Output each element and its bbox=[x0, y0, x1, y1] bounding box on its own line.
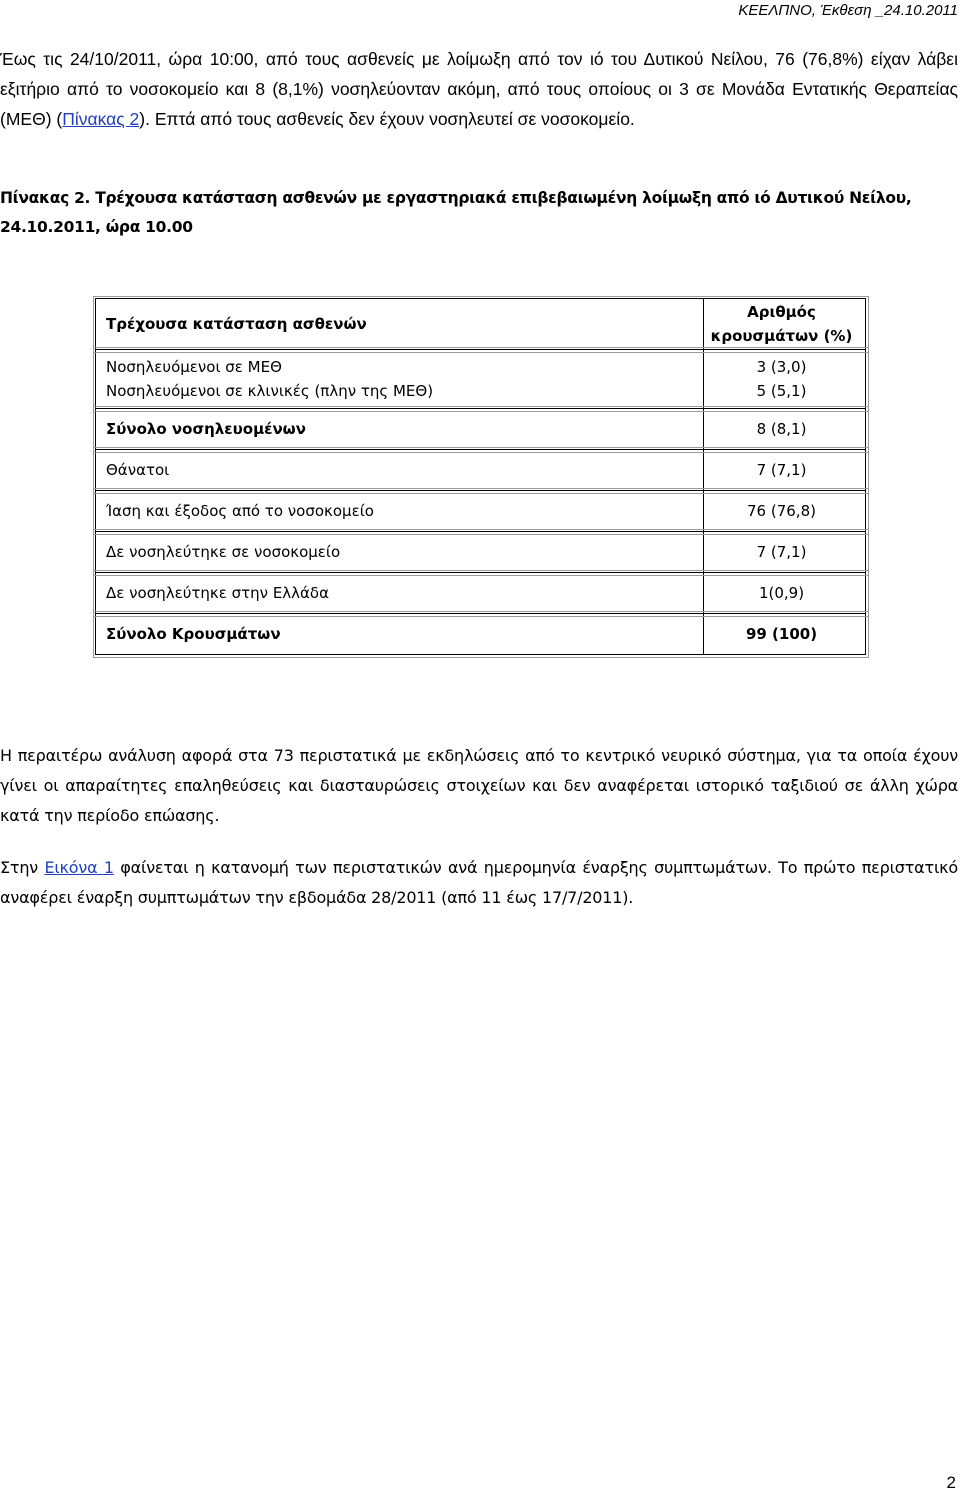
table-2-link[interactable]: Πίνακας 2 bbox=[62, 109, 140, 129]
header-label-cell: Τρέχουσα κατάσταση ασθενών bbox=[96, 299, 704, 350]
row-label: Δε νοσηλεύτηκε στην Ελλάδα bbox=[96, 573, 704, 614]
breakdown-labels-cell bbox=[96, 350, 704, 409]
row-label: Θάνατοι bbox=[96, 450, 704, 491]
row-value: 76 (76,8) bbox=[704, 491, 866, 532]
figure-text-after-link: φαίνεται η κατανομή των περιστατικών ανά ημερομηνία έναρξης συμπτωμάτων. Το πρώτο περιστατικό αναφέρει έναρξη συμπτωμάτων την εβδομάδα 28/2011 (από 11 έως 17/7/2011). bbox=[0, 858, 958, 907]
table-row-hospitalized-breakdown bbox=[96, 350, 866, 409]
header-value-line2: κρουσμάτων (%) bbox=[710, 327, 853, 345]
intro-text-before-link: Έως τις 24/10/2011, ώρα 10:00, από τους ασθενείς με λοίμωξη από τον ιό του Δυτικού Νείλου, 76 (76,8%) είχαν λάβει εξιτήριο από το νοσοκομείο και 8 (8,1%) νοσηλεύονταν ακόμη, από τους οποίους οι 3 σε Μονάδα Εντατικής Θεραπείας (ΜΕΘ) ( bbox=[0, 49, 958, 129]
page-number: 2 bbox=[946, 1473, 956, 1492]
table-row-total-hospitalized bbox=[96, 409, 866, 450]
table-row-not-hospitalized-greece bbox=[96, 573, 866, 614]
row-label: Δε νοσηλεύτηκε σε νοσοκομείο bbox=[96, 532, 704, 573]
row-label: Σύνολο νοσηλευομένων bbox=[96, 409, 704, 450]
intro-paragraph bbox=[0, 44, 958, 134]
row-value: 99 (100) bbox=[704, 614, 866, 655]
ward-label: Νοσηλευόμενοι σε κλινικές (πλην της ΜΕΘ) bbox=[106, 382, 434, 400]
icu-value: 3 (3,0) bbox=[756, 358, 807, 376]
row-label: Σύνολο Κρουσμάτων bbox=[96, 614, 704, 655]
figure-paragraph bbox=[0, 853, 958, 913]
header-value-cell bbox=[704, 299, 866, 350]
breakdown-values-cell bbox=[704, 350, 866, 409]
icu-label: Νοσηλευόμενοι σε ΜΕΘ bbox=[106, 358, 282, 376]
table-caption: Πίνακας 2. Τρέχουσα κατάσταση ασθενών με εργαστηριακά επιβεβαιωμένη λοίμωξη από ιό Δυτικού Νείλου, 24.10.2011, ώρα 10.00 bbox=[0, 189, 912, 236]
table-row-not-hospitalized bbox=[96, 532, 866, 573]
ward-value: 5 (5,1) bbox=[756, 382, 807, 400]
intro-text-after-link: ). Επτά από τους ασθενείς δεν έχουν νοσηλευτεί σε νοσοκομείο. bbox=[139, 109, 635, 129]
row-value: 1(0,9) bbox=[704, 573, 866, 614]
row-value: 8 (8,1) bbox=[704, 409, 866, 450]
figure-1-link[interactable]: Εικόνα 1 bbox=[44, 858, 114, 877]
table-row-total-cases bbox=[96, 614, 866, 655]
row-value: 7 (7,1) bbox=[704, 450, 866, 491]
table-row-deaths bbox=[96, 450, 866, 491]
analysis-paragraph: Η περαιτέρω ανάλυση αφορά στα 73 περιστατικά με εκδηλώσεις από το κεντρικό νευρικό σύστημα, για τα οποία έχουν γίνει οι απαραίτητες επαληθεύσεις και διασταυρώσεις στοιχείων και δεν αναφέρεται ιστορικό ταξιδιού σε άλλη χώρα κατά την περίοδο επώασης. bbox=[0, 746, 958, 825]
header-value-line1: Αριθμός bbox=[747, 303, 816, 321]
patient-status-table bbox=[95, 298, 866, 655]
running-header: ΚΕΕΛΠΝΟ, Έκθεση _24.10.2011 bbox=[738, 2, 958, 19]
table-row-recovered bbox=[96, 491, 866, 532]
row-label: Ίαση και έξοδος από το νοσοκομείο bbox=[96, 491, 704, 532]
figure-text-before-link: Στην bbox=[0, 858, 45, 877]
table-header-row bbox=[96, 299, 866, 350]
row-value: 7 (7,1) bbox=[704, 532, 866, 573]
